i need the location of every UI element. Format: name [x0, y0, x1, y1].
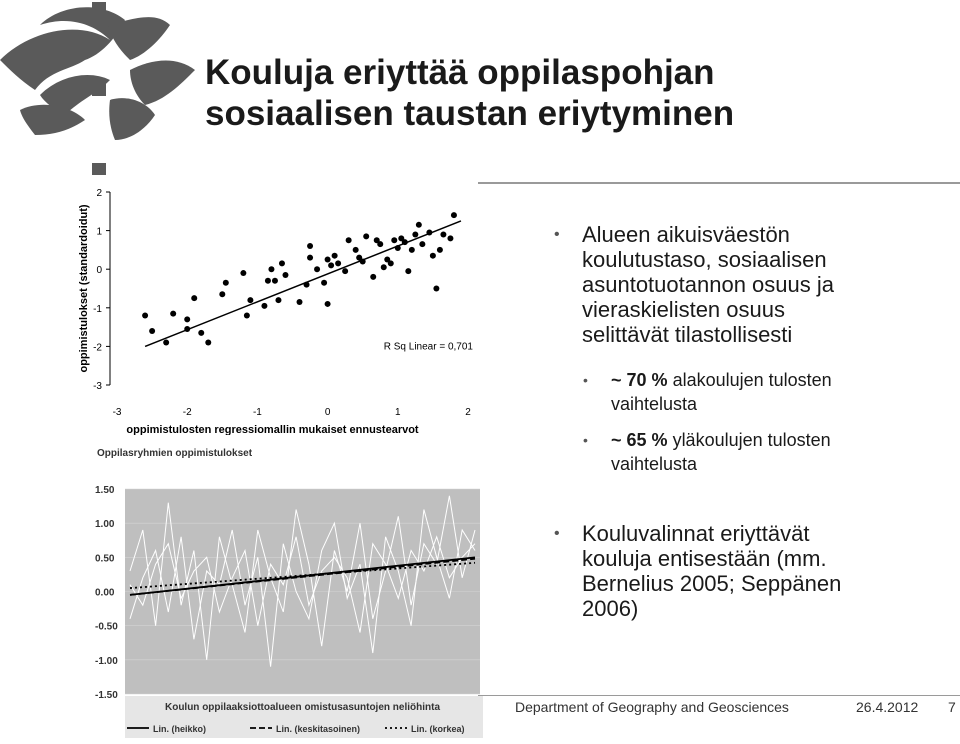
- scatter-point: [346, 237, 352, 243]
- y-tick-label: -2: [93, 342, 102, 354]
- bullet-1-line-3: asuntotuotannon osuus ja: [582, 272, 834, 297]
- y-tick-label: 1.50: [95, 485, 115, 496]
- scatter-point: [142, 313, 148, 319]
- scatter-point: [405, 268, 411, 274]
- scatter-point: [321, 280, 327, 286]
- regression-line: [145, 221, 461, 346]
- scatter-point: [328, 262, 334, 268]
- y-tick-label: -3: [93, 381, 102, 392]
- scatter-point: [402, 239, 408, 245]
- y-tick-label: 1.00: [95, 519, 115, 531]
- scatter-point: [451, 212, 457, 218]
- bullet-dot-icon: •: [554, 226, 560, 243]
- scatter-point: [265, 278, 271, 284]
- scatter-point: [325, 301, 331, 307]
- sub-2-line-2: vaihtelusta: [611, 454, 698, 474]
- scatter-point: [307, 255, 313, 261]
- bullet-dot-icon: •: [554, 525, 560, 542]
- scatter-point: [409, 247, 415, 253]
- x-tick-label: -2: [182, 407, 192, 418]
- scatter-point: [430, 253, 436, 259]
- bullet-explanation: [554, 222, 834, 347]
- r-squared-annotation: R Sq Linear = 0,701: [383, 341, 473, 353]
- sub-2-text: yläkoulujen tulosten: [672, 430, 831, 450]
- bullet-2-line-2: kouluja entisestään (mm.: [582, 546, 827, 571]
- scatter-point: [240, 270, 246, 276]
- bullet-1-line-2: koulutustaso, sosiaalisen: [582, 247, 827, 272]
- x-tick-label: -3: [112, 407, 122, 418]
- divider-bottom: [478, 695, 960, 696]
- y-tick-label: -0.50: [95, 621, 118, 633]
- bullet-2-line-4: 2006): [582, 596, 639, 621]
- x-axis-title: oppimistulosten regressiomallin mukaiset ennustearvot: [126, 424, 419, 435]
- sub-bullet-secondary: [583, 428, 831, 476]
- scatter-point: [149, 328, 155, 334]
- y-tick-label: 0.00: [95, 587, 115, 599]
- legend-entry: Lin. (keskitasoinen): [276, 724, 361, 734]
- scatter-point: [244, 313, 250, 319]
- y-tick-label: -1.00: [95, 655, 118, 667]
- scatter-point: [377, 241, 383, 247]
- x-tick-label: 0: [324, 407, 331, 418]
- y-tick-label: 0: [96, 265, 102, 277]
- scatter-point: [314, 266, 320, 272]
- y-tick-label: -1: [93, 303, 102, 315]
- title-line-2: sosiaalisen taustan eriytyminen: [205, 94, 735, 133]
- page-title: [205, 52, 945, 134]
- scatter-chart: [70, 180, 480, 435]
- y-tick-label: 0.50: [95, 553, 115, 565]
- scatter-point: [184, 326, 190, 332]
- scatter-point: [163, 340, 169, 346]
- scatter-point: [447, 235, 453, 241]
- scatter-point: [282, 272, 288, 278]
- bullet-1-line-4: vieraskielisten osuus: [582, 297, 785, 322]
- scatter-point: [370, 274, 376, 280]
- university-flame-logo-icon: [0, 0, 200, 175]
- x-tick-label: -1: [252, 407, 262, 418]
- scatter-point: [261, 303, 267, 309]
- scatter-point: [191, 295, 197, 301]
- bullet-school-choice: [554, 521, 842, 621]
- y-tick-label: -1.50: [95, 690, 118, 701]
- scatter-point: [219, 291, 225, 297]
- sub-bullet-primary: [583, 368, 832, 416]
- y-axis-title: oppimistulokset (standardoidut): [78, 204, 90, 373]
- bullet-1-line-5: selittävät tilastollisesti: [582, 322, 793, 347]
- footer-date: 26.4.2012: [856, 699, 919, 715]
- scatter-point: [395, 245, 401, 251]
- scatter-point: [437, 247, 443, 253]
- scatter-point: [426, 230, 432, 236]
- legend-entry: Lin. (heikko): [153, 724, 207, 734]
- x-tick-label: 2: [465, 407, 471, 418]
- scatter-point: [223, 280, 229, 286]
- title-line-1: Kouluja eriyttää oppilaspohjan: [205, 53, 715, 92]
- footer-page-number: 7: [948, 699, 956, 715]
- scatter-point: [342, 268, 348, 274]
- scatter-point: [170, 311, 176, 317]
- x-tick-label: 1: [395, 407, 401, 418]
- scatter-point: [272, 278, 278, 284]
- bullet-2-line-1: Kouluvalinnat eriyttävät: [582, 521, 810, 546]
- scatter-point: [205, 340, 211, 346]
- scatter-point: [363, 233, 369, 239]
- scatter-point: [304, 282, 310, 288]
- sub-1-text: alakoulujen tulosten: [672, 370, 832, 390]
- scatter-point: [388, 260, 394, 266]
- scatter-point: [419, 241, 425, 247]
- scatter-point: [275, 297, 281, 303]
- scatter-point: [353, 247, 359, 253]
- scatter-point: [360, 258, 366, 264]
- sub-bullet-dot-icon: •: [583, 432, 588, 448]
- x-axis-title: Koulun oppilaaksiottoalueen omistusasuntojen neliöhinta: [164, 702, 441, 713]
- bullet-2-line-3: Bernelius 2005; Seppänen: [582, 571, 842, 596]
- line-chart: [95, 444, 485, 740]
- scatter-point: [297, 299, 303, 305]
- scatter-point: [391, 237, 397, 243]
- sub-1-line-2: vaihtelusta: [611, 394, 698, 414]
- scatter-point: [268, 266, 274, 272]
- scatter-point: [198, 330, 204, 336]
- y-tick-label: 2: [96, 188, 102, 199]
- legend-entry: Lin. (korkea): [411, 724, 465, 734]
- y-tick-label: 1: [96, 226, 102, 238]
- scatter-point: [279, 260, 285, 266]
- divider-top: [478, 182, 960, 184]
- sub-1-value: ~ 70 %: [611, 370, 668, 390]
- scatter-point: [184, 316, 190, 322]
- scatter-point: [335, 260, 341, 266]
- scatter-point: [332, 253, 338, 259]
- scatter-point: [416, 222, 422, 228]
- scatter-point: [433, 286, 439, 292]
- sub-bullet-dot-icon: •: [583, 372, 588, 388]
- scatter-point: [440, 231, 446, 237]
- scatter-point: [412, 231, 418, 237]
- chart-title: Oppilasryhmien oppimistulokset: [97, 448, 253, 459]
- sub-2-value: ~ 65 %: [611, 430, 668, 450]
- footer-department: Department of Geography and Geosciences: [515, 699, 789, 715]
- scatter-point: [381, 264, 387, 270]
- bullet-1-line-1: Alueen aikuisväestön: [582, 222, 790, 247]
- scatter-point: [325, 257, 331, 263]
- scatter-point: [247, 297, 253, 303]
- scatter-point: [307, 243, 313, 249]
